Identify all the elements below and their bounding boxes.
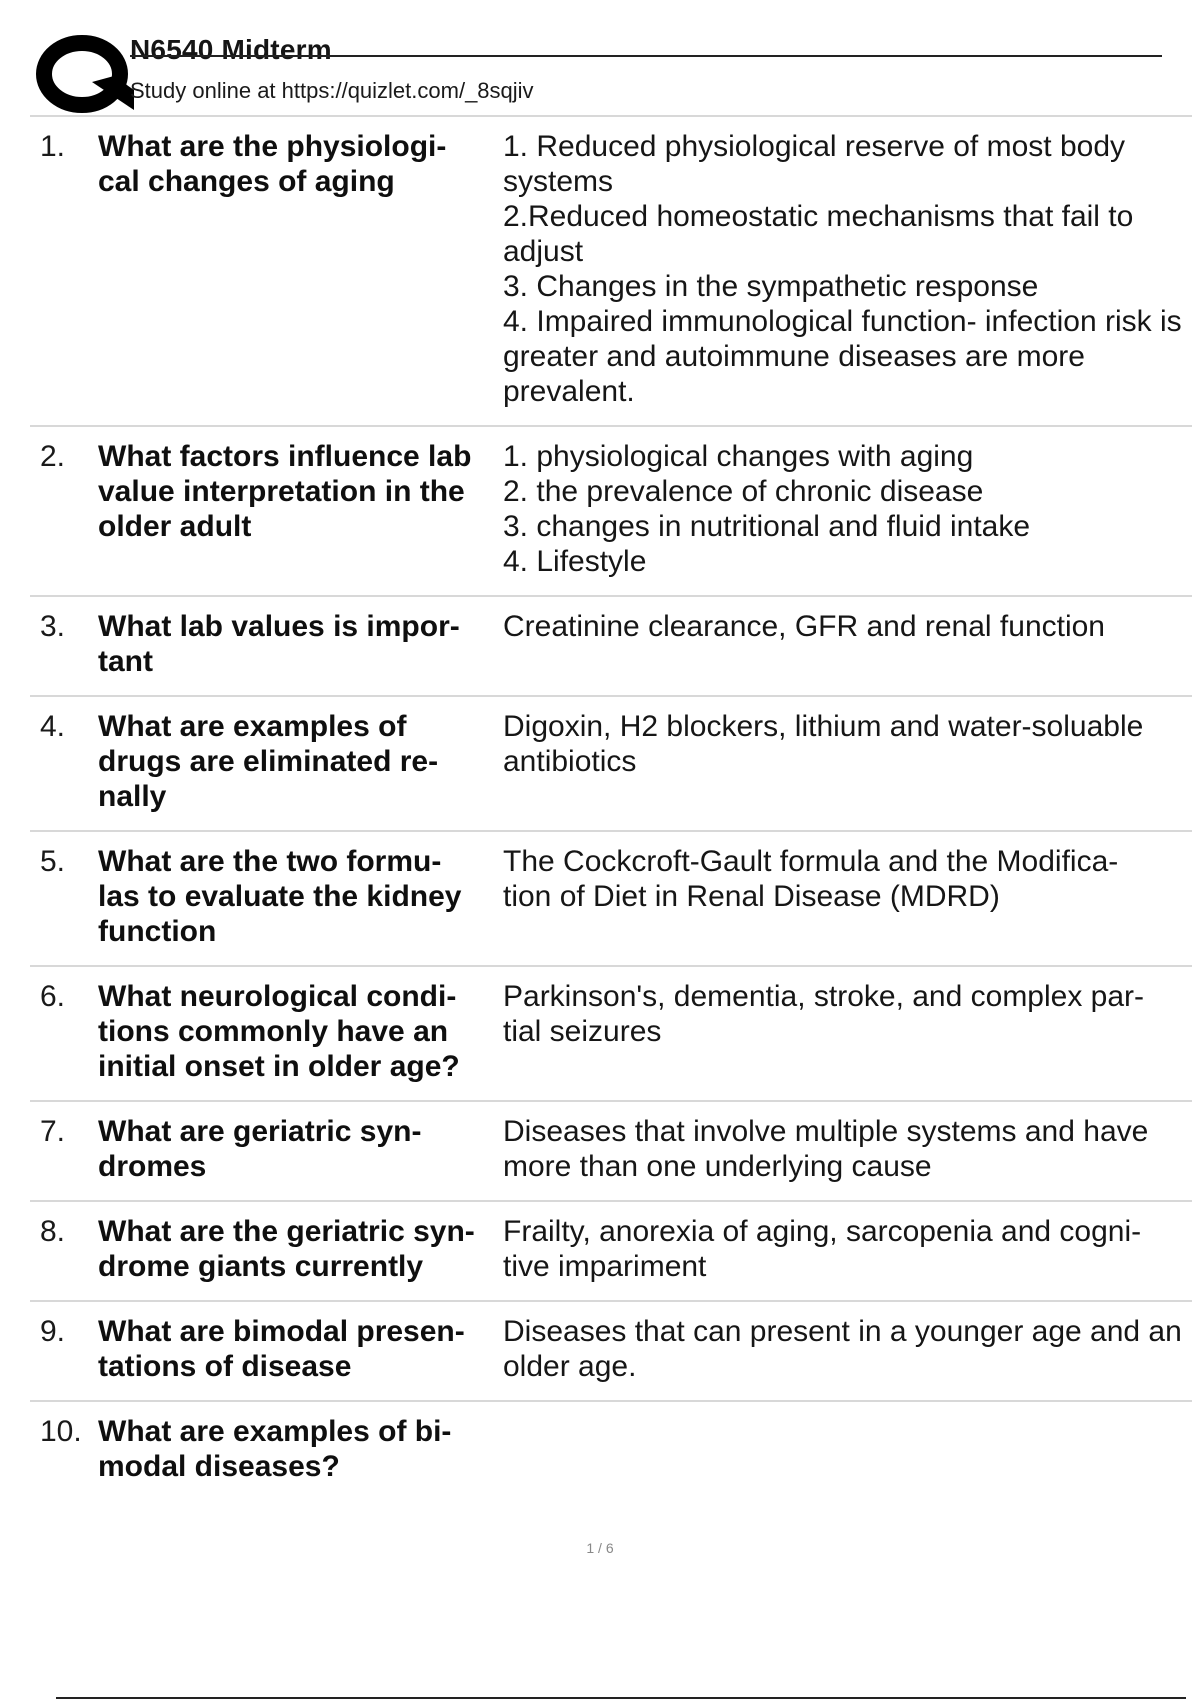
- card-definition: [503, 1414, 1192, 1484]
- flashcard-row: [30, 427, 1192, 597]
- card-definition: Diseases that can present in a younger age and an older age.: [503, 1315, 1182, 1383]
- card-definition: Creatinine clearance, GFR and renal function: [503, 610, 1105, 643]
- card-number: 7.: [40, 1115, 66, 1148]
- card-term: What are the two formu- las to evaluate the kidney function: [98, 845, 462, 948]
- flashcard-row: [30, 1402, 1192, 1500]
- flashcard-row: [30, 117, 1192, 427]
- card-definition: Digoxin, H2 blockers, lithium and water-soluable antibiotics: [503, 710, 1144, 778]
- card-term: What are examples of bi- modal diseases?: [98, 1415, 452, 1483]
- card-number: 9.: [40, 1315, 66, 1348]
- card-term: What lab values is impor- tant: [98, 610, 460, 678]
- card-term: What neurological condi- tions commonly have an initial onset in older age?: [98, 980, 460, 1083]
- card-definition: Frailty, anorexia of aging, sarcopenia and cogni- tive impariment: [503, 1215, 1142, 1283]
- card-term: What are examples of drugs are eliminated re- nally: [98, 710, 439, 813]
- card-definition: Parkinson's, dementia, stroke, and complex par- tial seizures: [503, 980, 1145, 1048]
- card-number: 3.: [40, 610, 66, 643]
- card-definition: The Cockcroft-Gault formula and the Modifica- tion of Diet in Renal Disease (MDRD): [503, 845, 1119, 913]
- card-number: 4.: [40, 710, 66, 743]
- footer-rule: [56, 1697, 1186, 1699]
- flashcard-row: [30, 1302, 1192, 1402]
- card-term: What are geriatric syn- dromes: [98, 1115, 422, 1183]
- document-title: N6540 Midterm: [130, 34, 332, 65]
- card-term: What are bimodal presen- tations of disease: [98, 1315, 465, 1383]
- document-header: [30, 28, 1192, 118]
- card-number: 6.: [40, 980, 66, 1013]
- flashcard-row: [30, 597, 1192, 697]
- flashcard-list: [30, 115, 1192, 1500]
- quizlet-q-logo-icon: [30, 32, 140, 116]
- flashcard-row: [30, 1202, 1192, 1302]
- card-definition: 1. physiological changes with aging 2. the prevalence of chronic disease 3. changes in nutritional and fluid intake 4. Lifestyle: [503, 440, 1031, 578]
- card-number: 2.: [40, 440, 66, 473]
- flashcard-row: [30, 1102, 1192, 1202]
- study-online-link[interactable]: Study online at https://quizlet.com/_8sqjiv: [130, 78, 534, 103]
- card-term: What factors influence lab value interpretation in the older adult: [98, 440, 472, 543]
- card-term: What are the physiologi- cal changes of aging: [98, 130, 447, 198]
- card-number: 1.: [40, 130, 66, 163]
- card-number: 10.: [40, 1415, 82, 1448]
- page-number: 1 / 6: [586, 1540, 614, 1556]
- card-number: 8.: [40, 1215, 66, 1248]
- card-number: 5.: [40, 845, 66, 878]
- card-definition: 1. Reduced physiological reserve of most body systems 2.Reduced homeostatic mechanisms that fail to adjust 3. Changes in the sympathetic response 4. Impaired immunological function- infection risk is greater and autoimmune diseases are more prevalent.: [503, 130, 1182, 408]
- flashcard-row: [30, 832, 1192, 967]
- card-term: What are the geriatric syn- drome giants currently: [98, 1215, 475, 1283]
- flashcard-row: [30, 967, 1192, 1102]
- card-definition: Diseases that involve multiple systems and have more than one underlying cause: [503, 1115, 1149, 1183]
- title-rule: [130, 55, 1162, 57]
- flashcard-row: [30, 697, 1192, 832]
